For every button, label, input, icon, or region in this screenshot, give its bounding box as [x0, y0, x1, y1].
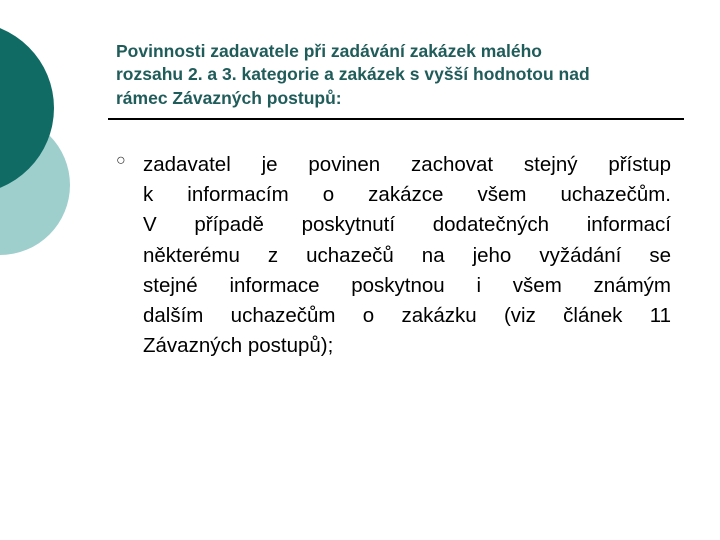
- body-line-2: k informacím o zakázce všem uchazečům.: [143, 183, 671, 207]
- title-line-2: rozsahu 2. a 3. kategorie a zakázek s vyšší hodnotou nad: [116, 64, 590, 85]
- body-line-3: V případě poskytnutí dodatečných informací: [143, 213, 671, 237]
- body-line-7: Závazných postupů);: [143, 334, 334, 358]
- bullet-circle-icon: ○: [116, 152, 126, 169]
- title-line-1: Povinnosti zadavatele při zadávání zakázek malého: [116, 41, 542, 61]
- body-line-4: některému z uchazečů na jeho vyžádání se: [143, 243, 671, 267]
- body-line-6: dalším uchazečům o zakázku (viz článek 11: [143, 303, 671, 327]
- bullet-text: [143, 150, 671, 361]
- body-line-5: stejné informace poskytnou i všem známým: [143, 273, 671, 297]
- slide-title: [116, 40, 696, 110]
- title-divider: [108, 118, 684, 120]
- decorative-circles: [0, 0, 120, 300]
- title-line-3: rámec Závazných postupů:: [116, 87, 342, 108]
- body-line-1: zadavatel je povinen zachovat stejný přístup: [143, 153, 671, 176]
